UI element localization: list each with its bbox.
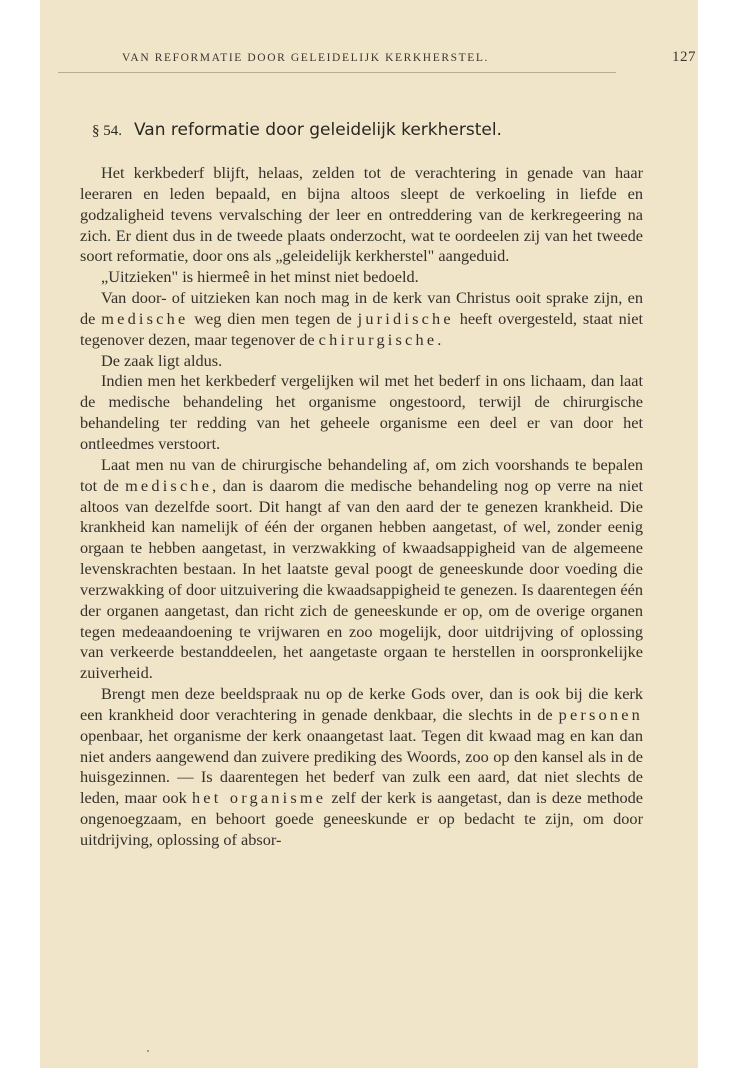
paragraph-text: Laat men nu van de chirurgische behandeling af, om zich voorshands te bepalen tot de	[80, 454, 643, 495]
paragraph: Indien men het kerkbederf vergelijken wil met het bederf in ons lichaam, dan laat de medische behandeling het organisme ongestoord, terwijl de chirurgische behandeling ter redding van het geheele organisme een deel er van door het ontleedmes verstoort.	[80, 371, 643, 453]
paragraph-text: .	[437, 329, 442, 349]
paragraph-text: Brengt men deze beeldspraak nu op de kerke Gods over, dan is ook bij die kerk een krankheid door verachtering in genade denkbaar, die slechts in de	[80, 684, 643, 724]
spaced-emphasis: personen	[558, 704, 643, 724]
section-heading	[92, 120, 502, 140]
paragraph-text: , dan is daarom die medische behandeling nog op verre na niet altoos van dezelfde soort. Dit hangt af van den aard der te genezen krankheid. Die krankheid kan namelijk of één der organen hebben aangetast, of wel, zonder eenig orgaan te hebben aangetast, in verzwakking of kwaadsappigheid van de algemeene levenskrachten bestaan. In het laatste geval poogt de geneeskunde door voeding die verzwakking of door uitzuivering die kwaadsappigheid te genezen. Is daarentegen één der organen aangetast, dan richt zich de geneeskunde er op, om de overige organen tegen medeaandoening te vrijwaren en zoo mogelijk, door uitdrijving of oplossing van verkeerde bestanddeelen, het aangetaste orgaan te herstellen in oorspronkelijke zuiverheid.	[80, 475, 643, 683]
spaced-emphasis: medische	[101, 308, 189, 328]
spaced-emphasis: chirurgische	[318, 329, 438, 349]
page-number: 127	[672, 49, 696, 65]
paragraph	[80, 684, 643, 851]
section-title: Van reformatie door geleidelijk kerkherstel.	[134, 120, 502, 140]
running-title: VAN REFORMATIE DOOR GELEIDELIJK KERKHERSTEL.	[122, 52, 489, 64]
paragraph	[80, 455, 643, 684]
paragraph-text: zelf der kerk is aangetast, dan is deze methode ongenoegzaam, en behoort goede geneeskunde er op bedacht te zijn, om door uitdrijving, oplossing of absor-	[80, 788, 644, 849]
paragraph-text: heeft overgesteld, staat niet tegenover dezen, maar tegenover de	[80, 308, 644, 349]
spaced-emphasis: medische	[125, 475, 213, 495]
header-rule	[58, 72, 616, 73]
paragraph: De zaak ligt aldus.	[101, 350, 223, 370]
body-text	[80, 163, 643, 851]
paragraph	[80, 288, 643, 351]
spaced-emphasis: juridische	[357, 308, 454, 328]
paragraph-text: Van door- of uitzieken kan noch mag in de kerk van Christus ooit sprake zijn, en de	[80, 288, 643, 328]
paragraph: „Uitzieken" is hiermeê in het minst niet bedoeld.	[101, 267, 419, 287]
paragraph-text: openbaar, het organisme der kerk onaangetast laat. Tegen dit kwaad mag en kan dan niet anders aangewend dan zuivere prediking des Woords, zoo op den kansel als in de huisgezinnen. — Is daarentegen het bederf van zulk een aard, dat niet slechts de leden, maar ook	[80, 725, 643, 808]
paragraph: Het kerkbederf blijft, helaas, zelden tot de verachtering in genade van haar leeraren en leden bepaald, en bijna altoos sleept de verkoeling in liefde en godzaligheid tevens vervalsching der leer en ontreddering van de kerkregeering na zich. Er dient dus in de tweede plaats onderzocht, wat te oordeelen zij van het tweede soort reformatie, door ons als „geleidelijk kerkherstel" aangeduid.	[80, 163, 643, 266]
stray-ink-dot	[147, 1050, 149, 1052]
spaced-emphasis: het organisme	[191, 788, 327, 808]
section-number: § 54.	[92, 123, 122, 139]
paragraph-text: weg dien men tegen de	[188, 308, 358, 328]
